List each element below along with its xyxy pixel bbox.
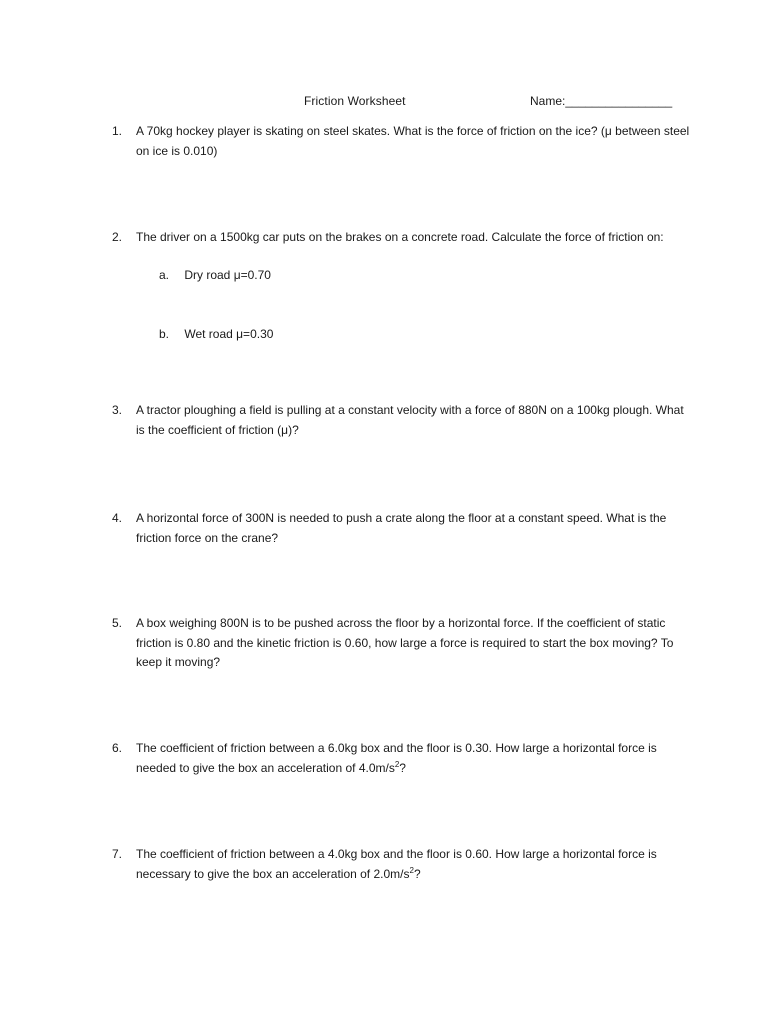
subpart-letter: a.	[159, 268, 170, 282]
question-text: A 70kg hockey player is skating on steel skates. What is the force of friction on the ice? (μ between steel on ice is 0.010)	[136, 124, 690, 158]
question-text: The driver on a 1500kg car puts on the brakes on a concrete road. Calculate the force of friction on:	[136, 230, 664, 244]
question-number: 2.	[112, 230, 123, 244]
superscript: 2	[394, 759, 400, 769]
question-3	[112, 401, 692, 440]
question-number: 1.	[112, 124, 123, 138]
question-4	[112, 509, 692, 548]
question-5	[112, 614, 692, 673]
question-text	[136, 739, 692, 778]
question-6	[112, 739, 692, 778]
question-text-main: The coefficient of friction between a 4.0kg box and the floor is 0.60. How large a horizontal force is necessary to give the box an acceleration of 2.0m/s	[136, 847, 657, 881]
subpart-a	[159, 266, 271, 286]
question-number: 4.	[112, 511, 123, 525]
question-2	[112, 228, 692, 248]
question-text-main: The coefficient of friction between a 6.0kg box and the floor is 0.30. How large a horizontal force is needed to give the box an acceleration of 4.0m/s	[136, 741, 657, 775]
subpart-b	[159, 325, 273, 345]
question-number: 3.	[112, 403, 123, 417]
page-title: Friction Worksheet	[304, 94, 406, 108]
question-text: A box weighing 800N is to be pushed across the floor by a horizontal force. If the coefficient of static friction is 0.80 and the kinetic friction is 0.60, how large a force is required to start the box moving? To keep it moving?	[136, 616, 674, 669]
subpart-text: Wet road μ=0.30	[184, 327, 274, 341]
question-number: 6.	[112, 741, 123, 755]
subpart-letter: b.	[159, 327, 170, 341]
question-number: 7.	[112, 847, 123, 861]
question-text: A tractor ploughing a field is pulling at a constant velocity with a force of 880N on a 100kg plough. What is the coefficient of friction (μ)?	[136, 403, 684, 437]
question-text	[136, 845, 692, 884]
subpart-text: Dry road μ=0.70	[184, 268, 271, 282]
name-field-label: Name:________________	[530, 94, 673, 108]
question-7	[112, 845, 692, 884]
question-text-end: ?	[399, 760, 406, 775]
question-1	[112, 122, 692, 161]
question-text-end: ?	[413, 866, 421, 881]
question-number: 5.	[112, 616, 123, 630]
superscript: 2	[409, 865, 414, 875]
question-text: A horizontal force of 300N is needed to push a crate along the floor at a constant speed. What is the friction force on the crane?	[136, 511, 667, 545]
